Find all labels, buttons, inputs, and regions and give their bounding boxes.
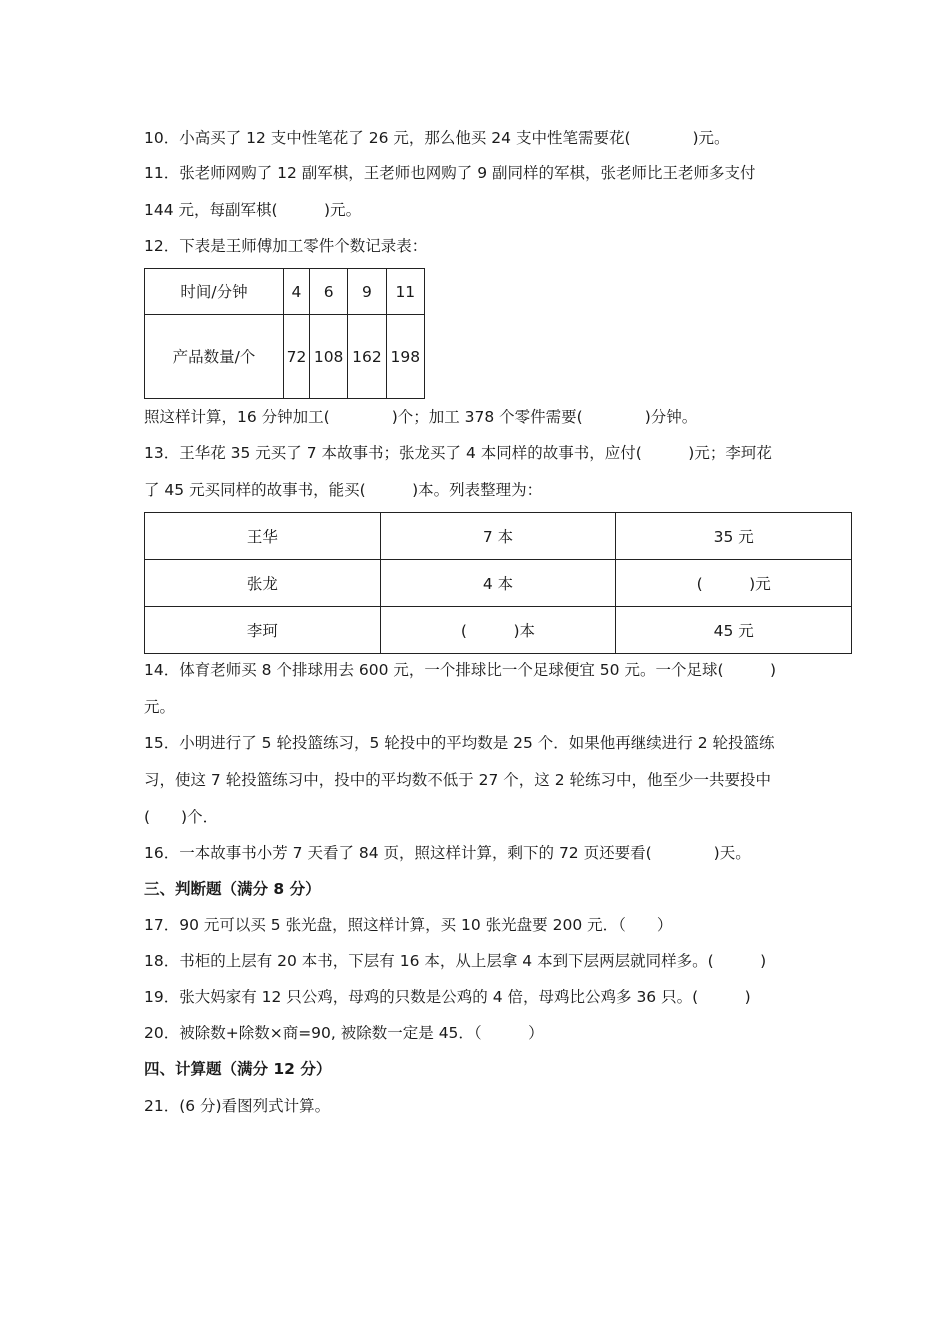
table-cell: 198 [386, 315, 424, 399]
table-cell: 9 [348, 269, 386, 315]
question-11-line1: 11．张老师网购了 12 副军棋，王老师也网购了 9 副同样的军棋，张老师比王老师多支付 [144, 164, 756, 182]
table-cell: 4 [284, 269, 310, 315]
storybook-table [144, 512, 852, 654]
question-14-line1: 14．体育老师买 8 个排球用去 600 元，一个排球比一个足球便宜 50 元。一个足球( ) [144, 661, 777, 679]
table-row [145, 560, 852, 607]
question-16: 16．一本故事书小芳 7 天看了 84 页，照这样计算，剩下的 72 页还要看( )天。 [144, 844, 751, 862]
question-13-line2: 了 45 元买同样的故事书，能买( )本。列表整理为： [144, 481, 543, 499]
question-13-line1: 13．王华花 35 元买了 7 本故事书；张龙买了 4 本同样的故事书，应付( )元；李珂花 [144, 444, 772, 462]
question-15-line3: ( )个． [144, 808, 219, 826]
question-15-line2: 习，使这 7 轮投篮练习中，投中的平均数不低于 27 个，这 2 轮练习中，他至少一共要投中 [144, 771, 772, 789]
table-cell: 72 [284, 315, 310, 399]
table-row [145, 513, 852, 560]
table-cell: 11 [386, 269, 424, 315]
table-cell: ( )本 [380, 607, 616, 654]
question-19: 19．张大妈家有 12 只公鸡，母鸡的只数是公鸡的 4 倍，母鸡比公鸡多 36 只。( ) [144, 988, 751, 1006]
question-12: 12．下表是王师傅加工零件个数记录表： [144, 237, 428, 255]
table-cell: 王华 [145, 513, 381, 560]
table-cell: 张龙 [145, 560, 381, 607]
table-cell: 7 本 [380, 513, 616, 560]
table-cell: 李珂 [145, 607, 381, 654]
question-20: 20．被除数+除数×商=90, 被除数一定是 45．（ ） [144, 1024, 544, 1042]
question-14-line2: 元。 [144, 698, 176, 716]
table-cell: 4 本 [380, 560, 616, 607]
table-cell: 108 [309, 315, 347, 399]
table-cell: ( )元 [616, 560, 852, 607]
section-4-heading: 四、计算题（满分 12 分） [144, 1060, 332, 1078]
table-row [145, 315, 425, 399]
table-cell: 35 元 [616, 513, 852, 560]
table-row [145, 607, 852, 654]
table-cell: 6 [309, 269, 347, 315]
question-21: 21．(6 分)看图列式计算。 [144, 1097, 331, 1115]
table-cell: 162 [348, 315, 386, 399]
parts-record-table [144, 268, 425, 399]
table-cell: 产品数量/个 [145, 315, 284, 399]
table-cell: 45 元 [616, 607, 852, 654]
table-cell: 时间/分钟 [145, 269, 284, 315]
question-10: 10．小高买了 12 支中性笔花了 26 元，那么他买 24 支中性笔需要花( )元。 [144, 129, 730, 147]
question-11-line2: 144 元，每副军棋( )元。 [144, 201, 362, 219]
question-18: 18．书柜的上层有 20 本书，下层有 16 本，从上层拿 4 本到下层两层就同样多。( ) [144, 952, 767, 970]
question-12-followup: 照这样计算，16 分钟加工( )个；加工 378 个零件需要( )分钟。 [144, 408, 698, 426]
table-row [145, 269, 425, 315]
question-17: 17．90 元可以买 5 张光盘，照这样计算，买 10 张光盘要 200 元．（ ） [144, 916, 673, 934]
question-15-line1: 15．小明进行了 5 轮投篮练习，5 轮投中的平均数是 25 个．如果他再继续进行 2 轮投篮练 [144, 734, 775, 752]
section-3-heading: 三、判断题（满分 8 分） [144, 880, 321, 898]
